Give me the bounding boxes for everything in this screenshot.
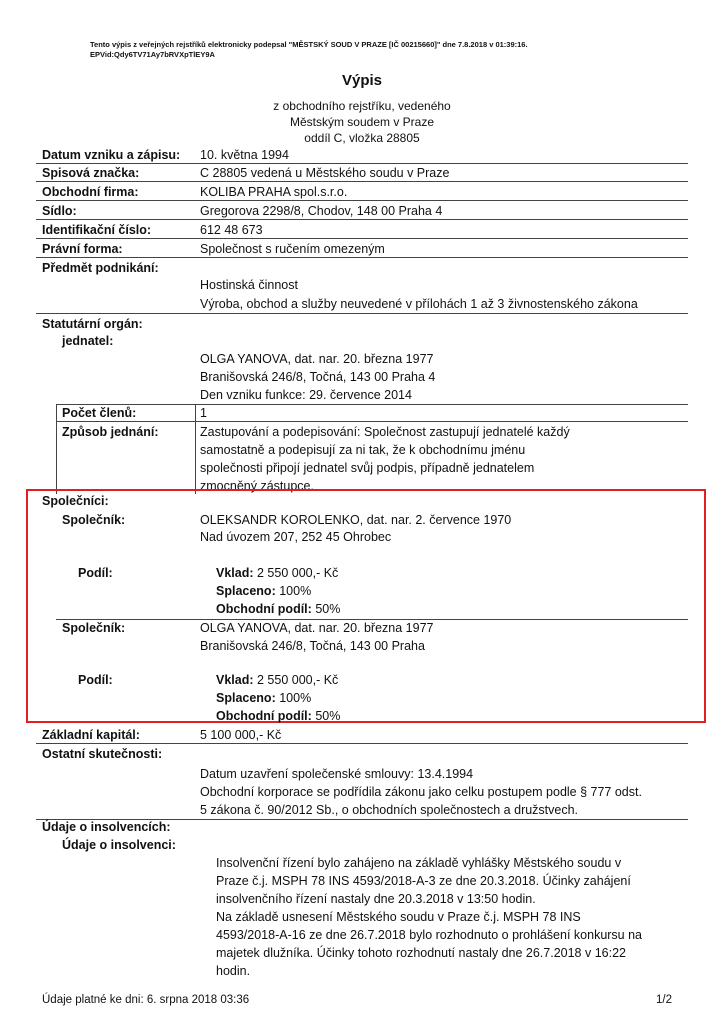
vklad-label: Vklad: xyxy=(216,673,254,687)
vklad-row xyxy=(216,566,338,580)
divider xyxy=(36,163,688,164)
divider xyxy=(56,404,57,494)
insolvence-line-4: Na základě usnesení Městského soudu v Praze č.j. MSPH 78 INS xyxy=(216,910,581,924)
spis-label: Spisová značka: xyxy=(42,166,140,180)
zpusob-line-2: samostatně a podepisují za ni tak, že k obchodnímu jménu xyxy=(200,443,526,457)
vklad-row xyxy=(216,673,338,687)
statutar-label: Statutární orgán: xyxy=(42,317,143,331)
spis-value: C 28805 vedená u Městského soudu v Praze xyxy=(200,166,450,180)
divider xyxy=(36,200,688,201)
divider xyxy=(36,238,688,239)
podil-label: Podíl: xyxy=(78,566,113,580)
divider xyxy=(36,219,688,220)
spolecnik-label: Společník: xyxy=(62,621,126,635)
subtitle-line-3: oddíl C, vložka 28805 xyxy=(304,131,420,145)
kapital-label: Základní kapitál: xyxy=(42,728,140,742)
sidlo-label: Sídlo: xyxy=(42,204,77,218)
forma-label: Právní forma: xyxy=(42,242,123,256)
vklad-value: 2 550 000,- Kč xyxy=(257,673,339,687)
divider xyxy=(56,404,688,405)
predmet-line-2: Výroba, obchod a služby neuvedené v přílohách 1 až 3 živnostenského zákona xyxy=(200,297,638,311)
splaceno-value: 100% xyxy=(279,584,312,598)
insolvence-line-7: hodin. xyxy=(216,964,251,978)
datum-value: 10. května 1994 xyxy=(200,148,289,162)
pocet-label: Počet členů: xyxy=(62,406,137,420)
vklad-label: Vklad: xyxy=(216,566,254,580)
splaceno-label: Splaceno: xyxy=(216,584,276,598)
splaceno-row xyxy=(216,691,311,705)
pocet-value: 1 xyxy=(200,406,207,420)
zpusob-line-3: společnosti připojí jednatel svůj podpis, případně jednatelem xyxy=(200,461,535,475)
firma-label: Obchodní firma: xyxy=(42,185,139,199)
splaceno-row xyxy=(216,584,311,598)
divider xyxy=(56,421,688,422)
obch-podil-value: 50% xyxy=(315,709,341,723)
obch-podil-label: Obchodní podíl: xyxy=(216,709,312,723)
kapital-value: 5 100 000,- Kč xyxy=(200,728,282,742)
obch-podil-value: 50% xyxy=(315,602,341,616)
predmet-label: Předmět podnikání: xyxy=(42,261,159,275)
divider xyxy=(56,619,688,620)
forma-value: Společnost s ručením omezeným xyxy=(200,242,385,256)
subtitle-line-1: z obchodního rejstříku, vedeného xyxy=(273,99,451,113)
splaceno-label: Splaceno: xyxy=(216,691,276,705)
insolvence-line-6: majetek dlužníka. Účinky tohoto rozhodnutí nastaly dne 26.7.2018 v 16:22 xyxy=(216,946,626,960)
insolvence-line-5: 4593/2018-A-16 ze dne 26.7.2018 bylo rozhodnuto o prohlášení konkursu na xyxy=(216,928,643,942)
firma-value: KOLIBA PRAHA spol.s.r.o. xyxy=(200,185,348,199)
spolecnik-line-2: Nad úvozem 207, 252 45 Ohrobec xyxy=(200,530,392,544)
vklad-value: 2 550 000,- Kč xyxy=(257,566,339,580)
spolecnik-label: Společník: xyxy=(62,513,126,527)
ostatni-line-1: Datum uzavření společenské smlouvy: 13.4.1994 xyxy=(200,767,474,781)
zpusob-line-1: Zastupování a podepisování: Společnost zastupují jednatelé každý xyxy=(200,425,570,439)
signature-note: Tento výpis z veřejných rejstříků elektronicky podepsal "MĚSTSKÝ SOUD V PRAZE [IČ 00215660]" dne 7.8.2018 v 01:39:16. xyxy=(90,40,528,49)
splaceno-value: 100% xyxy=(279,691,312,705)
subtitle-line-2: Městským soudem v Praze xyxy=(289,115,435,129)
jednatel-line-2: Branišovská 246/8, Točná, 143 00 Praha 4 xyxy=(200,370,436,384)
obch-podil-row xyxy=(216,709,340,723)
spolecnik-line-2: Branišovská 246/8, Točná, 143 00 Praha xyxy=(200,639,425,653)
zpusob-line-4: zmocněný zástupce. xyxy=(200,479,314,493)
jednatel-line-3: Den vzniku funkce: 29. července 2014 xyxy=(200,388,412,402)
divider xyxy=(36,313,688,314)
predmet-line-1: Hostinská činnost xyxy=(200,278,298,292)
zpusob-label: Způsob jednání: xyxy=(62,425,159,439)
spolecnik-line-1: OLEKSANDR KOROLENKO, dat. nar. 2. července 1970 xyxy=(200,513,512,527)
ic-label: Identifikační číslo: xyxy=(42,223,152,237)
datum-label: Datum vzniku a zápisu: xyxy=(42,148,181,162)
podil-label: Podíl: xyxy=(78,673,113,687)
jednatel-line-1: OLGA YANOVA, dat. nar. 20. března 1977 xyxy=(200,352,434,366)
insolvence-line-1: Insolvenční řízení bylo zahájeno na základě vyhlášky Městského soudu v xyxy=(216,856,622,870)
insolvence-label: Údaje o insolvencích: xyxy=(42,820,171,834)
page-number: 1/2 xyxy=(656,994,672,1006)
epvid: EPVid:Qdy6TV71Ay7bRVXpTlEY9A xyxy=(90,50,215,59)
divider xyxy=(36,743,688,744)
jednatel-label: jednatel: xyxy=(62,334,114,348)
sidlo-value: Gregorova 2298/8, Chodov, 148 00 Praha 4 xyxy=(200,204,443,218)
page-title: Výpis xyxy=(341,72,383,89)
ostatni-line-2: Obchodní korporace se podřídila zákonu jako celku postupem podle § 777 odst. xyxy=(200,785,642,799)
ic-value: 612 48 673 xyxy=(200,223,263,237)
insolvence-line-3: insolvenčního řízení nastaly dne 20.3.2018 v 13:50 hodin. xyxy=(216,892,536,906)
ostatni-label: Ostatní skutečnosti: xyxy=(42,747,163,761)
spolecnik-line-1: OLGA YANOVA, dat. nar. 20. března 1977 xyxy=(200,621,434,635)
insolvence-line-2: Praze č.j. MSPH 78 INS 4593/2018-A-3 ze dne 20.3.2018. Účinky zahájení xyxy=(216,874,631,888)
obch-podil-row xyxy=(216,602,340,616)
spolecnici-label: Společníci: xyxy=(42,494,109,508)
divider xyxy=(36,257,688,258)
obch-podil-label: Obchodní podíl: xyxy=(216,602,312,616)
insolvence-sub-label: Údaje o insolvenci: xyxy=(62,838,176,852)
ostatni-line-3: 5 zákona č. 90/2012 Sb., o obchodních společnostech a družstvech. xyxy=(200,803,579,817)
footer-valid: Údaje platné ke dni: 6. srpna 2018 03:36 xyxy=(42,994,250,1006)
divider xyxy=(195,404,196,494)
divider xyxy=(36,181,688,182)
